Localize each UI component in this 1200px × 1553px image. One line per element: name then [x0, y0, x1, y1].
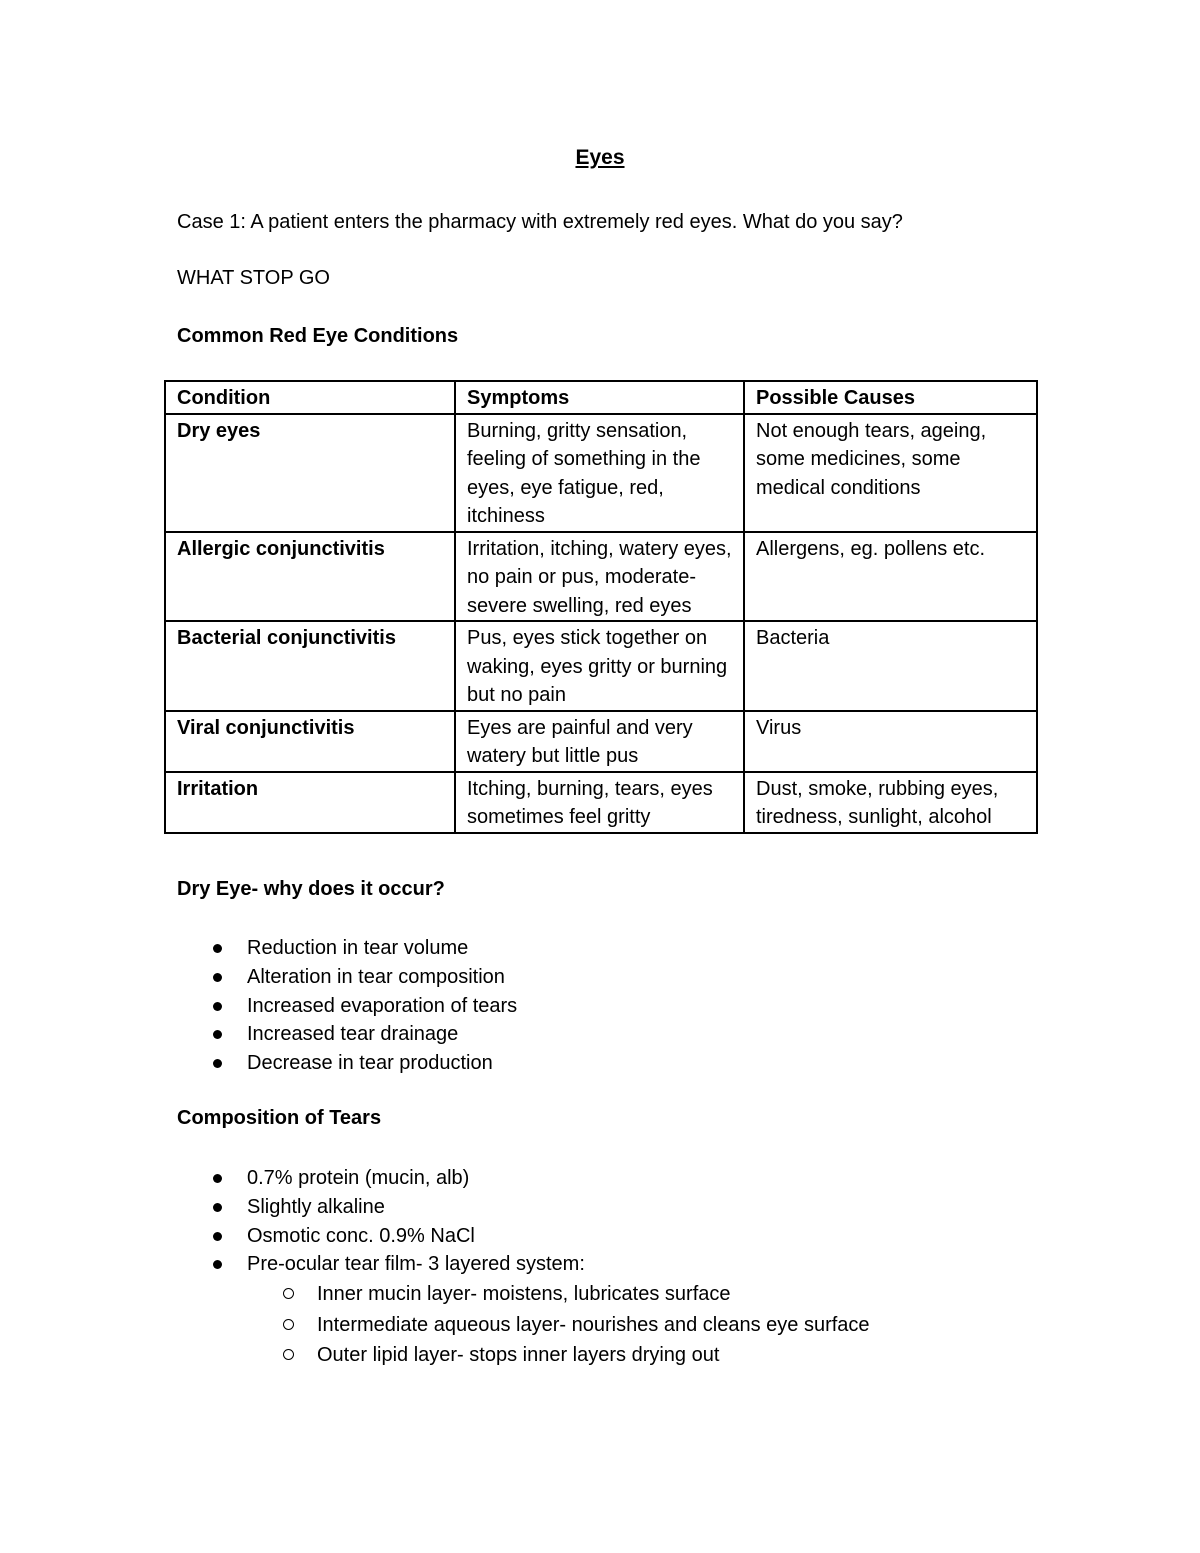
causes-cell: Virus [744, 711, 1037, 772]
bullet-icon [213, 1174, 222, 1183]
header-symptoms: Symptoms [455, 381, 744, 414]
list-item [177, 934, 517, 963]
causes-cell: Dust, smoke, rubbing eyes, tiredness, sunlight, alcohol [744, 772, 1037, 833]
list-item-text: 0.7% protein (mucin, alb) [247, 1167, 470, 1189]
red-eye-heading: Common Red Eye Conditions [177, 325, 459, 347]
bullet-icon [213, 1030, 222, 1039]
list-item-text: Alteration in tear composition [247, 965, 505, 988]
circle-bullet-icon [283, 1319, 294, 1330]
header-condition: Condition [165, 381, 455, 414]
table-row [165, 414, 1037, 532]
table-header-row [165, 381, 1037, 414]
red-eye-conditions-table [164, 380, 1038, 834]
dry-eye-list [177, 934, 517, 1078]
tears-list [177, 1164, 870, 1371]
list-item [177, 1193, 870, 1222]
table-row [165, 772, 1037, 833]
causes-cell: Bacteria [744, 621, 1037, 711]
causes-cell: Allergens, eg. pollens etc. [744, 532, 1037, 622]
condition-cell: Viral conjunctivitis [165, 711, 455, 772]
list-item-text: Increased tear drainage [247, 1023, 459, 1046]
sub-list-item-text: Inner mucin layer- moistens, lubricates surface [317, 1283, 731, 1306]
circle-bullet-icon [283, 1288, 294, 1299]
bullet-icon [213, 944, 222, 953]
sub-list-item [247, 1340, 870, 1371]
sub-list-item-text: Intermediate aqueous layer- nourishes and cleans eye surface [317, 1313, 870, 1336]
bullet-icon [213, 1232, 222, 1241]
list-item-text: Slightly alkaline [247, 1195, 385, 1218]
sub-list-item [247, 1310, 870, 1341]
list-item [177, 963, 517, 992]
circle-bullet-icon [283, 1349, 294, 1360]
list-item [177, 992, 517, 1021]
bullet-icon [213, 1059, 222, 1068]
list-item [177, 1250, 870, 1370]
causes-cell: Not enough tears, ageing, some medicines, some medical conditions [744, 414, 1037, 532]
sub-list-item [247, 1279, 870, 1310]
list-item [177, 1049, 517, 1078]
table-row [165, 621, 1037, 711]
bullet-icon [213, 1203, 222, 1212]
symptoms-cell: Irritation, itching, watery eyes, no pain or pus, moderate-severe swelling, red eyes [455, 532, 744, 622]
document-title: Eyes [575, 146, 625, 169]
condition-cell: Dry eyes [165, 414, 455, 532]
symptoms-cell: Eyes are painful and very watery but little pus [455, 711, 744, 772]
table-row [165, 711, 1037, 772]
condition-cell: Allergic conjunctivitis [165, 532, 455, 622]
symptoms-cell: Itching, burning, tears, eyes sometimes feel gritty [455, 772, 744, 833]
symptoms-cell: Burning, gritty sensation, feeling of something in the eyes, eye fatigue, red, itchiness [455, 414, 744, 532]
list-item-text: Pre-ocular tear film- 3 layered system: [247, 1253, 585, 1276]
condition-cell: Irritation [165, 772, 455, 833]
case-text: Case 1: A patient enters the pharmacy with extremely red eyes. What do you say? [177, 211, 903, 233]
list-item-text: Increased evaporation of tears [247, 994, 518, 1017]
list-item-text: Osmotic conc. 0.9% NaCl [247, 1224, 475, 1247]
list-item [177, 1222, 870, 1251]
mnemonic-text: WHAT STOP GO [177, 267, 330, 289]
list-item-text: Decrease in tear production [247, 1052, 493, 1075]
list-item-text: Reduction in tear volume [247, 937, 469, 959]
bullet-icon [213, 1002, 222, 1011]
symptoms-cell: Pus, eyes stick together on waking, eyes gritty or burning but no pain [455, 621, 744, 711]
header-causes: Possible Causes [744, 381, 1037, 414]
tears-heading: Composition of Tears [177, 1107, 382, 1129]
bullet-icon [213, 1260, 222, 1269]
sub-list-item-text: Outer lipid layer- stops inner layers drying out [317, 1344, 720, 1367]
list-item [177, 1020, 517, 1049]
dry-eye-heading: Dry Eye- why does it occur? [177, 878, 445, 900]
bullet-icon [213, 973, 222, 982]
list-item [177, 1164, 870, 1193]
table-row [165, 532, 1037, 622]
condition-cell: Bacterial conjunctivitis [165, 621, 455, 711]
tear-film-sublist [247, 1279, 870, 1371]
